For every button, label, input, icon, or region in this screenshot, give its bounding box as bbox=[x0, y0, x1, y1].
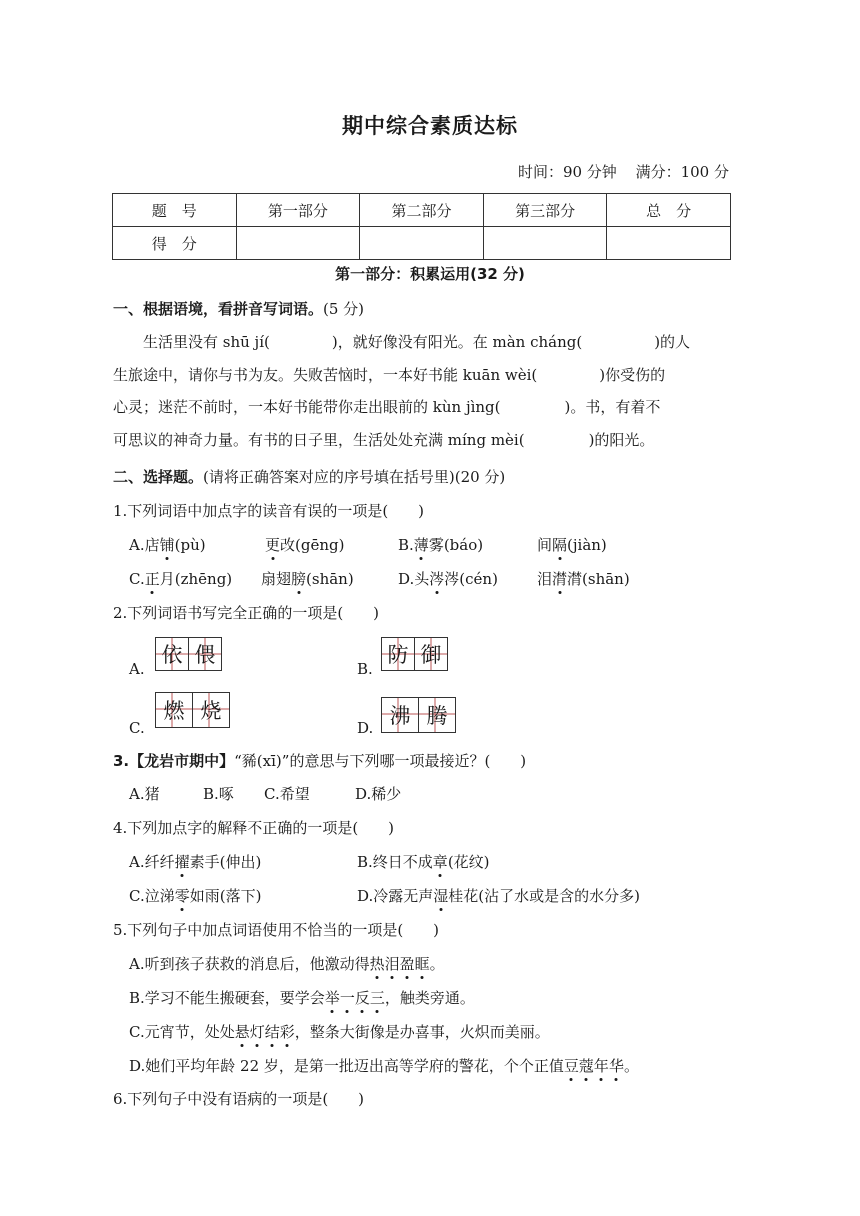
opt-text: 素手 bbox=[189, 853, 220, 871]
opt-text: 潸(shān) bbox=[567, 570, 630, 588]
q1-option-b2 bbox=[537, 534, 607, 555]
score-header-cell: 总 分 bbox=[607, 194, 731, 227]
q-one-passage bbox=[113, 326, 731, 456]
card-char: 偎 bbox=[194, 643, 216, 667]
opt-text: (shān) bbox=[306, 570, 354, 588]
dotted-char: 一 bbox=[339, 989, 355, 1007]
opt-text: 如雨 bbox=[189, 887, 220, 905]
opt-text: 月(zhēng) bbox=[159, 570, 233, 588]
score-cell[interactable] bbox=[360, 227, 484, 260]
card-char: 沸 bbox=[389, 704, 411, 728]
dotted-char: 三 bbox=[369, 989, 385, 1007]
dotted-char: 擢 bbox=[174, 853, 190, 871]
q-one-heading bbox=[113, 298, 364, 319]
q3-stem-text: “豨(xī)”的意思与下列哪一项最接近？( ) bbox=[234, 752, 527, 770]
score-header-cell: 第一部分 bbox=[236, 194, 360, 227]
full-score: 满分：100 分 bbox=[635, 163, 729, 181]
time-info bbox=[504, 161, 729, 182]
q1-option-c1[interactable] bbox=[129, 568, 232, 589]
passage-text: )的人 bbox=[654, 333, 691, 351]
q2-label-b[interactable]: B. bbox=[357, 660, 373, 678]
opt-text: 泪 bbox=[537, 570, 553, 588]
dotted-char: 湿 bbox=[433, 887, 449, 905]
q3-option-b[interactable]: B.啄 bbox=[203, 785, 234, 803]
dotted-char: 眶 bbox=[414, 955, 430, 973]
opt-text: 间 bbox=[537, 536, 553, 554]
score-cell[interactable] bbox=[607, 227, 731, 260]
score-header-cell: 题 号 bbox=[113, 194, 237, 227]
q5-option-d[interactable] bbox=[129, 1055, 639, 1076]
char-cell bbox=[382, 698, 418, 732]
q2-card-c[interactable] bbox=[155, 692, 230, 728]
opt-text: A.纤纤 bbox=[129, 853, 175, 871]
q1-option-d1[interactable] bbox=[398, 568, 498, 589]
dotted-char: 豆 bbox=[563, 1057, 579, 1075]
opt-text: 。 bbox=[429, 955, 445, 973]
passage-text: 心灵；迷茫不前时，一本好书能带你走出眼前的 kùn jìng( bbox=[113, 398, 501, 416]
q5-option-a[interactable] bbox=[129, 953, 445, 974]
char-cell bbox=[414, 638, 447, 670]
dotted-char: 泪 bbox=[384, 955, 400, 973]
passage-line bbox=[113, 359, 731, 392]
part1-heading: 第一部分：积累运用(32 分) bbox=[335, 265, 525, 283]
q1-option-a2 bbox=[265, 534, 344, 555]
q3-tag: 3.【龙岩市期中】 bbox=[113, 752, 235, 770]
score-row-label: 得 分 bbox=[113, 227, 237, 260]
q4-stem: 4.下列加点字的解释不正确的一项是( ) bbox=[113, 819, 395, 837]
dotted-char: 反 bbox=[354, 989, 370, 1007]
q-two-heading bbox=[113, 466, 505, 487]
dotted-char: 零 bbox=[174, 887, 190, 905]
time-limit: 时间：90 分钟 bbox=[517, 163, 617, 181]
q5-stem: 5.下列句子中加点词语使用不恰当的一项是( ) bbox=[113, 921, 440, 939]
q2-label-d[interactable]: D. bbox=[357, 719, 374, 737]
score-cell[interactable] bbox=[483, 227, 607, 260]
dotted-char: 悬 bbox=[234, 1023, 250, 1041]
opt-text: ，触类旁通。 bbox=[384, 989, 475, 1007]
dotted-char: 薄 bbox=[413, 536, 429, 554]
dotted-char: 章 bbox=[432, 853, 448, 871]
opt-text: (jiàn) bbox=[567, 536, 607, 554]
opt-text: B. bbox=[398, 536, 414, 554]
passage-text: )的阳光。 bbox=[588, 430, 655, 449]
q4-option-a[interactable] bbox=[129, 851, 261, 872]
passage-text: )，就好像没有阳光。在 màn cháng( bbox=[331, 333, 583, 351]
opt-text: A.听到孩子获救的消息后，他激动得 bbox=[129, 955, 370, 973]
q1-option-d2 bbox=[537, 568, 630, 589]
dotted-char: 结 bbox=[264, 1023, 280, 1041]
passage-line bbox=[113, 391, 731, 424]
opt-text: 桂花 bbox=[448, 887, 479, 905]
opt-explanation: (花纹) bbox=[447, 853, 490, 871]
dotted-char: 更 bbox=[265, 536, 281, 554]
opt-text: D.头 bbox=[398, 570, 430, 588]
dotted-word bbox=[370, 955, 430, 973]
card-char: 御 bbox=[420, 643, 442, 667]
dotted-word bbox=[325, 989, 385, 1007]
q-two-note: (请将正确答案对应的序号填在括号里)(20 分) bbox=[203, 468, 506, 486]
q1-option-a1[interactable] bbox=[129, 534, 206, 555]
opt-text: 。 bbox=[623, 1057, 639, 1075]
passage-text: 生活里没有 shū jí( bbox=[143, 333, 270, 351]
score-header-cell: 第二部分 bbox=[360, 194, 484, 227]
dotted-char: 彩 bbox=[279, 1023, 295, 1041]
dotted-char: 隔 bbox=[552, 536, 568, 554]
dotted-char: 膀 bbox=[291, 570, 307, 588]
passage-line bbox=[113, 424, 731, 457]
opt-text: 涔(cén) bbox=[444, 570, 498, 588]
q1-option-c2 bbox=[261, 568, 354, 589]
score-table-header-row bbox=[113, 194, 731, 227]
card-char: 依 bbox=[161, 643, 183, 667]
opt-explanation: (沾了水或是含的水分多) bbox=[478, 887, 641, 905]
opt-text: C. bbox=[129, 570, 145, 588]
q-two-heading-text: 二、选择题。 bbox=[113, 468, 204, 486]
opt-text: D.冷露无声 bbox=[357, 887, 434, 905]
dotted-char: 蔻 bbox=[578, 1057, 594, 1075]
dotted-word bbox=[564, 1057, 624, 1075]
char-cell bbox=[382, 638, 414, 670]
passage-line bbox=[113, 326, 731, 359]
q5-option-c[interactable] bbox=[129, 1021, 550, 1042]
q4-option-d[interactable] bbox=[357, 885, 640, 906]
dotted-char: 涔 bbox=[429, 570, 445, 588]
passage-text: )你受伤的 bbox=[599, 365, 666, 384]
q3-option-d[interactable]: D.稀少 bbox=[355, 785, 402, 803]
score-header-cell: 第三部分 bbox=[483, 194, 607, 227]
dotted-char: 举 bbox=[324, 989, 340, 1007]
char-cell bbox=[156, 638, 188, 670]
dotted-char: 年 bbox=[593, 1057, 609, 1075]
card-char: 燃 bbox=[163, 699, 185, 723]
q2-card-a[interactable] bbox=[155, 637, 222, 671]
opt-text: 改(gēng) bbox=[280, 536, 345, 554]
opt-text: B.学习不能生搬硬套，要学会 bbox=[129, 989, 325, 1007]
q5-option-b[interactable] bbox=[129, 987, 475, 1008]
passage-text: 可思议的神奇力量。有书的日子里，生活处处充满 míng mèi( bbox=[113, 430, 525, 449]
dotted-word bbox=[235, 1023, 295, 1041]
dotted-char: 潸 bbox=[552, 570, 568, 588]
q3-option-a[interactable]: A.猪 bbox=[129, 785, 160, 803]
q2-label-a[interactable]: A. bbox=[129, 660, 145, 678]
opt-explanation: (伸出) bbox=[219, 853, 262, 871]
card-char: 防 bbox=[387, 643, 409, 667]
q2-label-c[interactable]: C. bbox=[129, 719, 145, 737]
dotted-char: 灯 bbox=[249, 1023, 265, 1041]
dotted-char: 正 bbox=[144, 570, 160, 588]
dotted-char: 盈 bbox=[399, 955, 415, 973]
q6-stem: 6.下列句子中没有语病的一项是( ) bbox=[113, 1090, 365, 1108]
q3-option-c[interactable]: C.希望 bbox=[264, 785, 310, 803]
score-cell[interactable] bbox=[236, 227, 360, 260]
score-table bbox=[112, 193, 731, 260]
q-one-heading-text: 一、根据语境，看拼音写词语。 bbox=[113, 300, 324, 318]
passage-text: 生旅途中，请你与书为友。失败苦恼时，一本好书能 kuān wèi( bbox=[113, 365, 538, 384]
card-char: 腾 bbox=[426, 704, 448, 728]
char-cell bbox=[418, 698, 455, 732]
q2-stem: 2.下列词语书写完全正确的一项是( ) bbox=[113, 604, 380, 622]
opt-text: ，整条大街像是办喜事，火炽而美丽。 bbox=[294, 1023, 550, 1041]
opt-explanation: (落下) bbox=[219, 887, 262, 905]
score-table-score-row bbox=[113, 227, 731, 260]
dotted-char: 铺 bbox=[159, 536, 175, 554]
q3-stem bbox=[113, 750, 526, 771]
q-one-points: (5 分) bbox=[323, 300, 365, 318]
q2-card-d[interactable] bbox=[381, 697, 456, 733]
page-title: 期中综合素质达标 bbox=[342, 114, 518, 138]
opt-text: D.她们平均年龄 22 岁，是第一批迈出高等学府的警花，个个正值 bbox=[129, 1057, 564, 1075]
opt-text: C.泣涕 bbox=[129, 887, 175, 905]
opt-text: 雾(báo) bbox=[428, 536, 484, 554]
dotted-char: 热 bbox=[369, 955, 385, 973]
opt-text: 扇翅 bbox=[261, 570, 292, 588]
opt-text: (pù) bbox=[174, 536, 206, 554]
card-char: 烧 bbox=[200, 699, 222, 723]
q2-card-b[interactable] bbox=[381, 637, 448, 671]
passage-text: )。书，有着不 bbox=[564, 398, 661, 416]
opt-text: C.元宵节，处处 bbox=[129, 1023, 235, 1041]
dotted-char: 华 bbox=[608, 1057, 624, 1075]
q1-option-b1[interactable] bbox=[398, 534, 483, 555]
q1-stem: 1.下列词语中加点字的读音有误的一项是( ) bbox=[113, 502, 425, 520]
opt-text: A.店 bbox=[129, 536, 160, 554]
char-cell bbox=[192, 693, 229, 727]
opt-text: B.终日不成 bbox=[357, 853, 433, 871]
q4-option-c[interactable] bbox=[129, 885, 261, 906]
char-cell bbox=[156, 693, 192, 727]
q4-option-b[interactable] bbox=[357, 851, 490, 872]
char-cell bbox=[188, 638, 221, 670]
